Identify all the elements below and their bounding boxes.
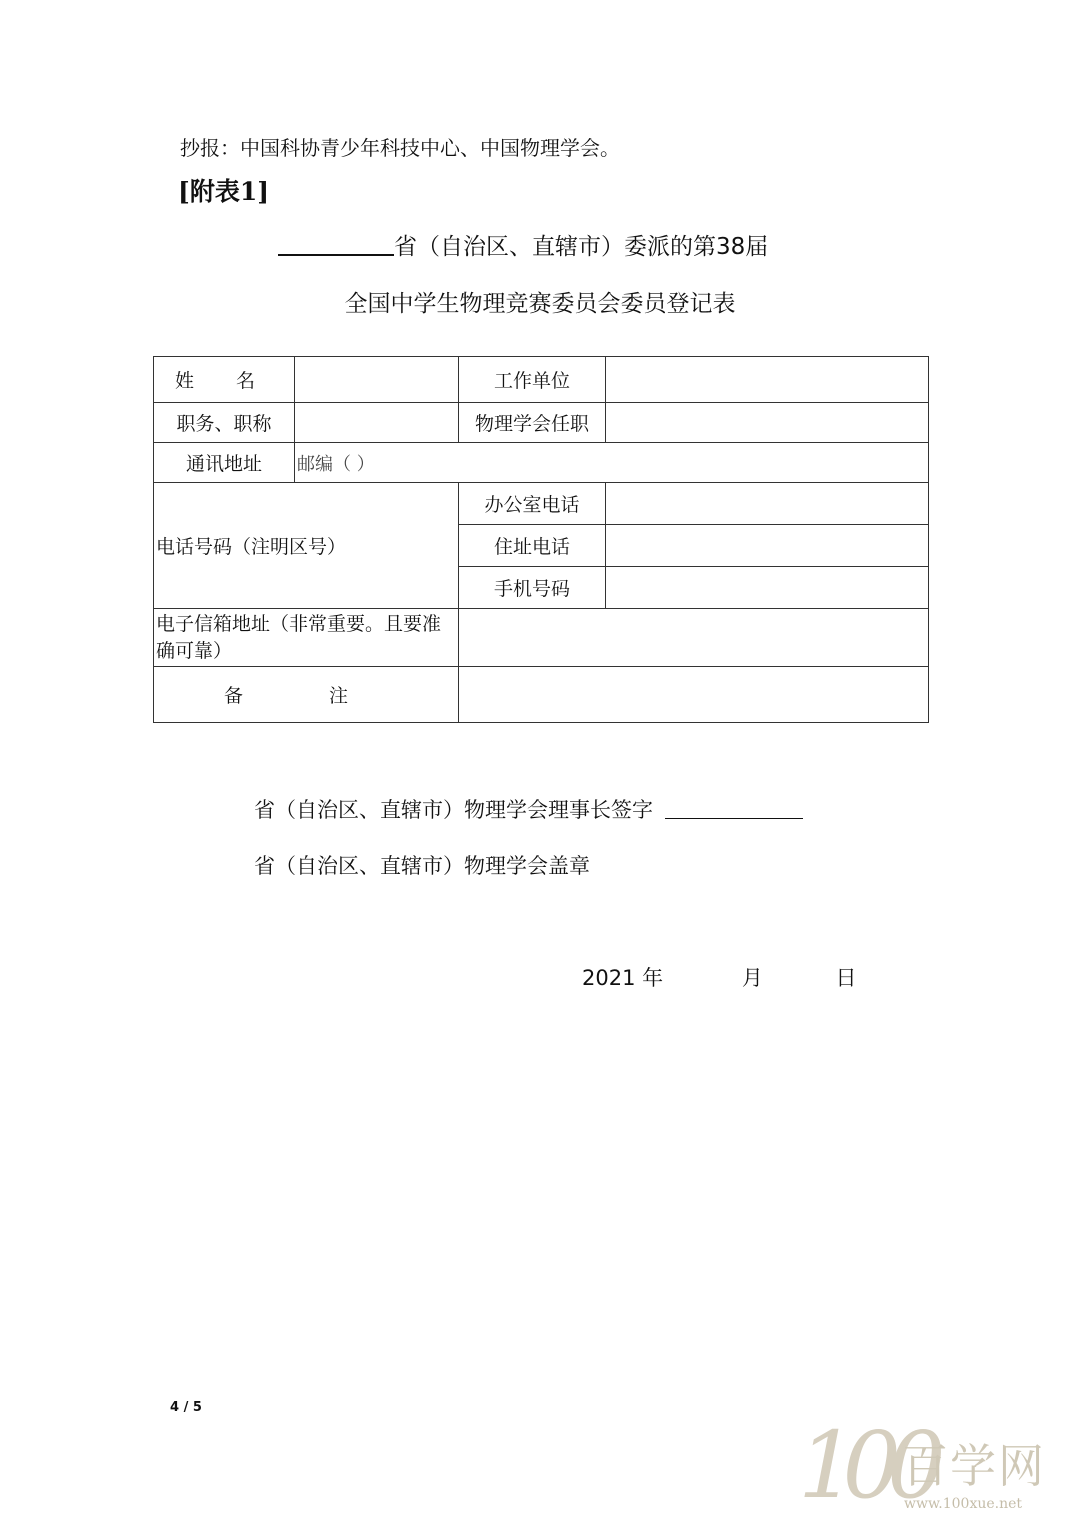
office-phone-cell	[606, 483, 929, 525]
watermark-name: 百学网	[902, 1439, 1046, 1493]
date-line	[582, 962, 857, 992]
address-label: 通讯地址	[154, 443, 295, 483]
phone-label: 电话号码（注明区号）	[154, 483, 459, 609]
watermark-url: www.100xue.net	[904, 1496, 1023, 1512]
table-row	[154, 667, 929, 723]
registration-table	[153, 356, 929, 723]
mobile-label: 手机号码	[459, 567, 606, 609]
president-signature-line	[254, 794, 803, 824]
postcode-cell	[295, 443, 929, 483]
email-label: 电子信箱地址（非常重要。且要准确可靠）	[154, 609, 459, 667]
attachment-label: [附表1]	[178, 177, 270, 206]
cc-line: 抄报：中国科协青少年科技中心、中国物理学会。	[180, 136, 620, 160]
home-phone-cell	[606, 525, 929, 567]
society-role-label: 物理学会任职	[459, 403, 606, 443]
form-title-line2: 全国中学生物理竞赛委员会委员登记表	[344, 291, 736, 317]
office-phone-label: 办公室电话	[459, 483, 606, 525]
form-title-line1-text: 省（自治区、直辖市）委派的第38届	[394, 234, 769, 260]
employer-label: 工作单位	[459, 357, 606, 403]
position-label: 职务、职称	[154, 403, 295, 443]
watermark-digits: 100	[798, 1412, 932, 1519]
remarks-cell	[459, 667, 929, 723]
province-blank	[278, 230, 394, 256]
date-day: 日	[835, 966, 857, 990]
position-cell	[295, 403, 459, 443]
email-cell	[459, 609, 929, 667]
signature-blank	[665, 796, 803, 819]
mobile-cell	[606, 567, 929, 609]
society-role-cell	[606, 403, 929, 443]
date-year: 2021 年	[582, 966, 664, 990]
name-cell	[295, 357, 459, 403]
remarks-label: 备 注	[154, 667, 459, 723]
page-number: 4 / 5	[170, 1400, 202, 1415]
date-month: 月	[741, 966, 763, 990]
form-title-line1	[278, 228, 768, 261]
watermark-logo	[798, 1412, 1058, 1520]
seal-line: 省（自治区、直辖市）物理学会盖章	[254, 854, 590, 878]
table-row	[154, 403, 929, 443]
table-row	[154, 443, 929, 483]
table-row	[154, 609, 929, 667]
president-signature-label: 省（自治区、直辖市）物理学会理事长签字	[254, 798, 653, 822]
employer-cell	[606, 357, 929, 403]
postcode-text: 邮编（ ）	[297, 453, 375, 475]
table-row	[154, 483, 929, 525]
name-label: 姓 名	[154, 357, 295, 403]
table-row	[154, 357, 929, 403]
home-phone-label: 住址电话	[459, 525, 606, 567]
